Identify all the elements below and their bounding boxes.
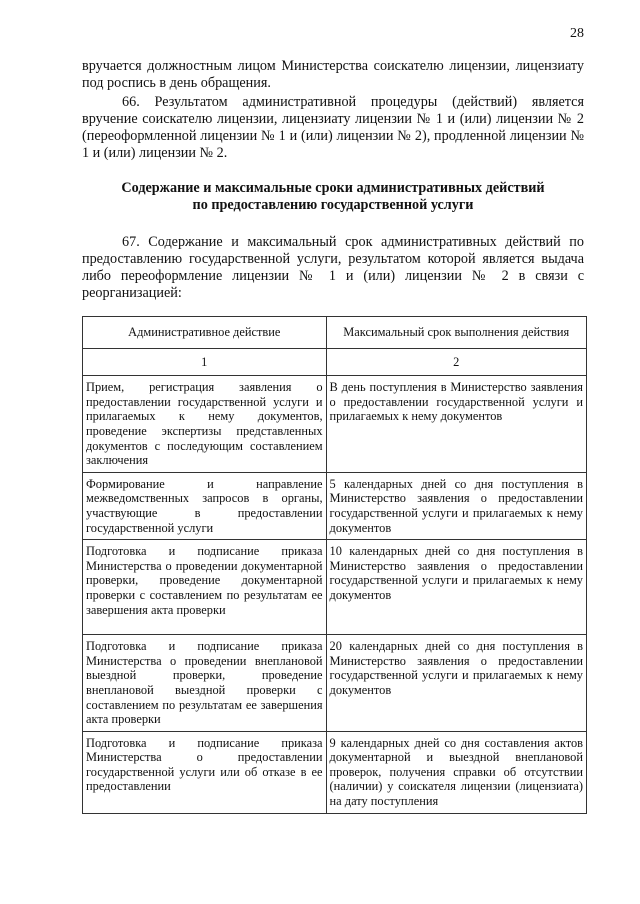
table-number-row (83, 348, 587, 376)
table-header-row (83, 317, 587, 349)
paragraph-67: 67. Содержание и максимальный срок административных действий по предоставлению государственной услуги, результатом которой является выдача либо переоформление лицензии № 1 и (или) лицензии № 2 в связи с реорганизацией: (82, 234, 584, 301)
table-row (83, 635, 587, 732)
action-cell: Прием, регистрация заявления о предоставлении государственной услуги и прилагаемых к нему документов, проведение экспертизы представленных документов с последующим составлением заключения (83, 376, 327, 473)
term-cell: 5 календарных дней со дня поступления в Министерство заявления о предоставлении государственной услуги и прилагаемых к нему документов (326, 472, 586, 539)
paragraph-continuation: вручается должностным лицом Министерства соискателю лицензии, лицензиату под роспись в день обращения. (82, 58, 584, 91)
table-row (83, 472, 587, 539)
action-cell: Формирование и направление межведомственных запросов в органы, участвующие в предоставлении государственной услуги (83, 472, 327, 539)
action-cell: Подготовка и подписание приказа Министерства о проведении внеплановой выездной проверки, проведение внеплановой выездной проверки с составлением по результатам ее завершения акта проверки (83, 635, 327, 732)
term-cell: 20 календарных дней со дня поступления в Министерство заявления о предоставлении государственной услуги и прилагаемых к нему документов (326, 635, 586, 732)
term-cell: 9 календарных дней со дня составления актов документарной и выездной внеплановой проверок, получения справки об отсутствии (наличии) у соискателя лицензии (лицензиата) на дату поступления (326, 731, 586, 813)
column-number-2: 2 (326, 348, 586, 376)
table-row (83, 731, 587, 813)
paragraph-66: 66. Результатом административной процедуры (действий) является вручение соискателю лицензии, лицензиату лицензии № 1 и (или) лицензии № 2 (переоформленной лицензии № 1 и (или) лицензии № 2), продленной лицензии № 1 и (или) лицензии № 2. (82, 94, 584, 161)
section-heading-line-1: Содержание и максимальные сроки административных действий (121, 180, 545, 196)
header-action: Административное действие (83, 317, 327, 349)
page-number: 28 (570, 26, 584, 41)
term-cell: В день поступления в Министерство заявления о предоставлении государственной услуги и прилагаемых к нему документов (326, 376, 586, 473)
section-heading (82, 180, 584, 214)
header-term: Максимальный срок выполнения действия (326, 317, 586, 349)
action-cell: Подготовка и подписание приказа Министерства о предоставлении государственной услуги или об отказе в ее предоставлении (83, 731, 327, 813)
term-cell: 10 календарных дней со дня поступления в Министерство заявления о предоставлении государственной услуги и прилагаемых к нему документов (326, 540, 586, 635)
table-row (83, 376, 587, 473)
table-row (83, 540, 587, 635)
action-cell: Подготовка и подписание приказа Министерства о проведении документарной проверки, проведение документарной проверки с составлением по результатам ее завершения акта проверки (83, 540, 327, 635)
column-number-1: 1 (83, 348, 327, 376)
section-heading-line-2: по предоставлению государственной услуги (192, 197, 474, 213)
actions-table (82, 316, 587, 814)
